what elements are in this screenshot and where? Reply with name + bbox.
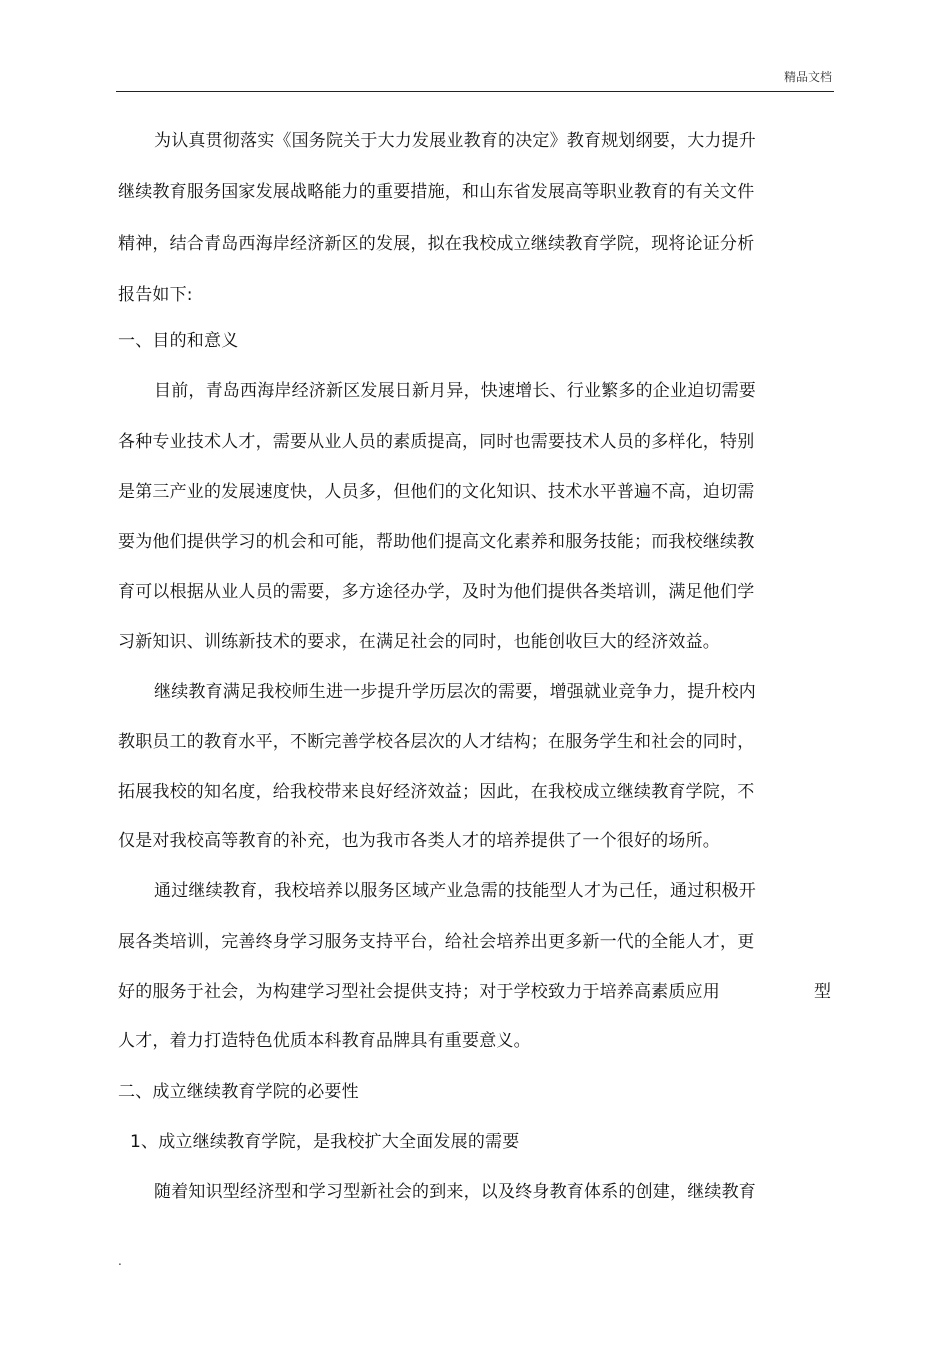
paragraph-line: 展各类培训，完善终身学习服务支持平台，给社会培养出更多新一代的全能人才，更 [118,932,755,952]
paragraph-line: 为认真贯彻落实《国务院关于大力发展业教育的决定》教育规划纲要，大力提升 [154,131,756,151]
paragraph-line: 报告如下: [118,285,193,305]
page-header-label: 精品文档 [783,70,832,84]
paragraph-line-tail: 型 [814,982,831,1002]
paragraph-line: 教职员工的教育水平，不断完善学校各层次的人才结构；在服务学生和社会的同时， [118,732,755,752]
paragraph-line: 精神，结合青岛西海岸经济新区的发展，拟在我校成立继续教育学院，现将论证分析 [118,234,755,254]
paragraph-line: 继续教育满足我校师生进一步提升学历层次的需要，增强就业竞争力，提升校内 [154,682,756,702]
paragraph-line: 是第三产业的发展速度快，人员多，但他们的文化知识、技术水平普遍不高，迫切需 [118,482,755,502]
paragraph-line: 仅是对我校高等教育的补充，也为我市各类人才的培养提供了一个很好的场所。 [118,831,720,851]
section-heading: 二、成立继续教育学院的必要性 [118,1082,359,1102]
paragraph-line: 通过继续教育，我校培养以服务区域产业急需的技能型人才为己任，通过积极开 [154,881,756,901]
paragraph-line: 要为他们提供学习的机会和可能，帮助他们提高文化素养和服务技能；而我校继续教 [118,532,755,552]
paragraph-line: 人才，着力打造特色优质本科教育品牌具有重要意义。 [118,1031,531,1051]
paragraph-line: 各种专业技术人才，需要从业人员的素质提高，同时也需要技术人员的多样化，特别 [118,432,755,452]
paragraph-line: 随着知识型经济型和学习型新社会的到来，以及终身教育体系的创建，继续教育 [154,1182,756,1202]
section-heading: 一、目的和意义 [118,331,239,351]
paragraph-line: 习新知识、训练新技术的要求，在满足社会的同时，也能创收巨大的经济效益。 [118,632,720,652]
paragraph-line: 育可以根据从业人员的需要，多方途径办学，及时为他们提供各类培训，满足他们学 [118,582,755,602]
paragraph-line: 继续教育服务国家发展战略能力的重要措施，和山东省发展高等职业教育的有关文件 [118,182,755,202]
paragraph-line: 好的服务于社会，为构建学习型社会提供支持；对于学校致力于培养高素质应用 [118,982,720,1002]
paragraph-line: 目前，青岛西海岸经济新区发展日新月异，快速增长、行业繁多的企业迫切需要 [154,381,756,401]
footer-mark: . [118,1254,122,1268]
paragraph-line: 拓展我校的知名度，给我校带来良好经济效益；因此，在我校成立继续教育学院，不 [118,782,755,802]
header-divider [116,91,834,92]
subsection-heading: 1、成立继续教育学院，是我校扩大全面发展的需要 [130,1132,520,1152]
